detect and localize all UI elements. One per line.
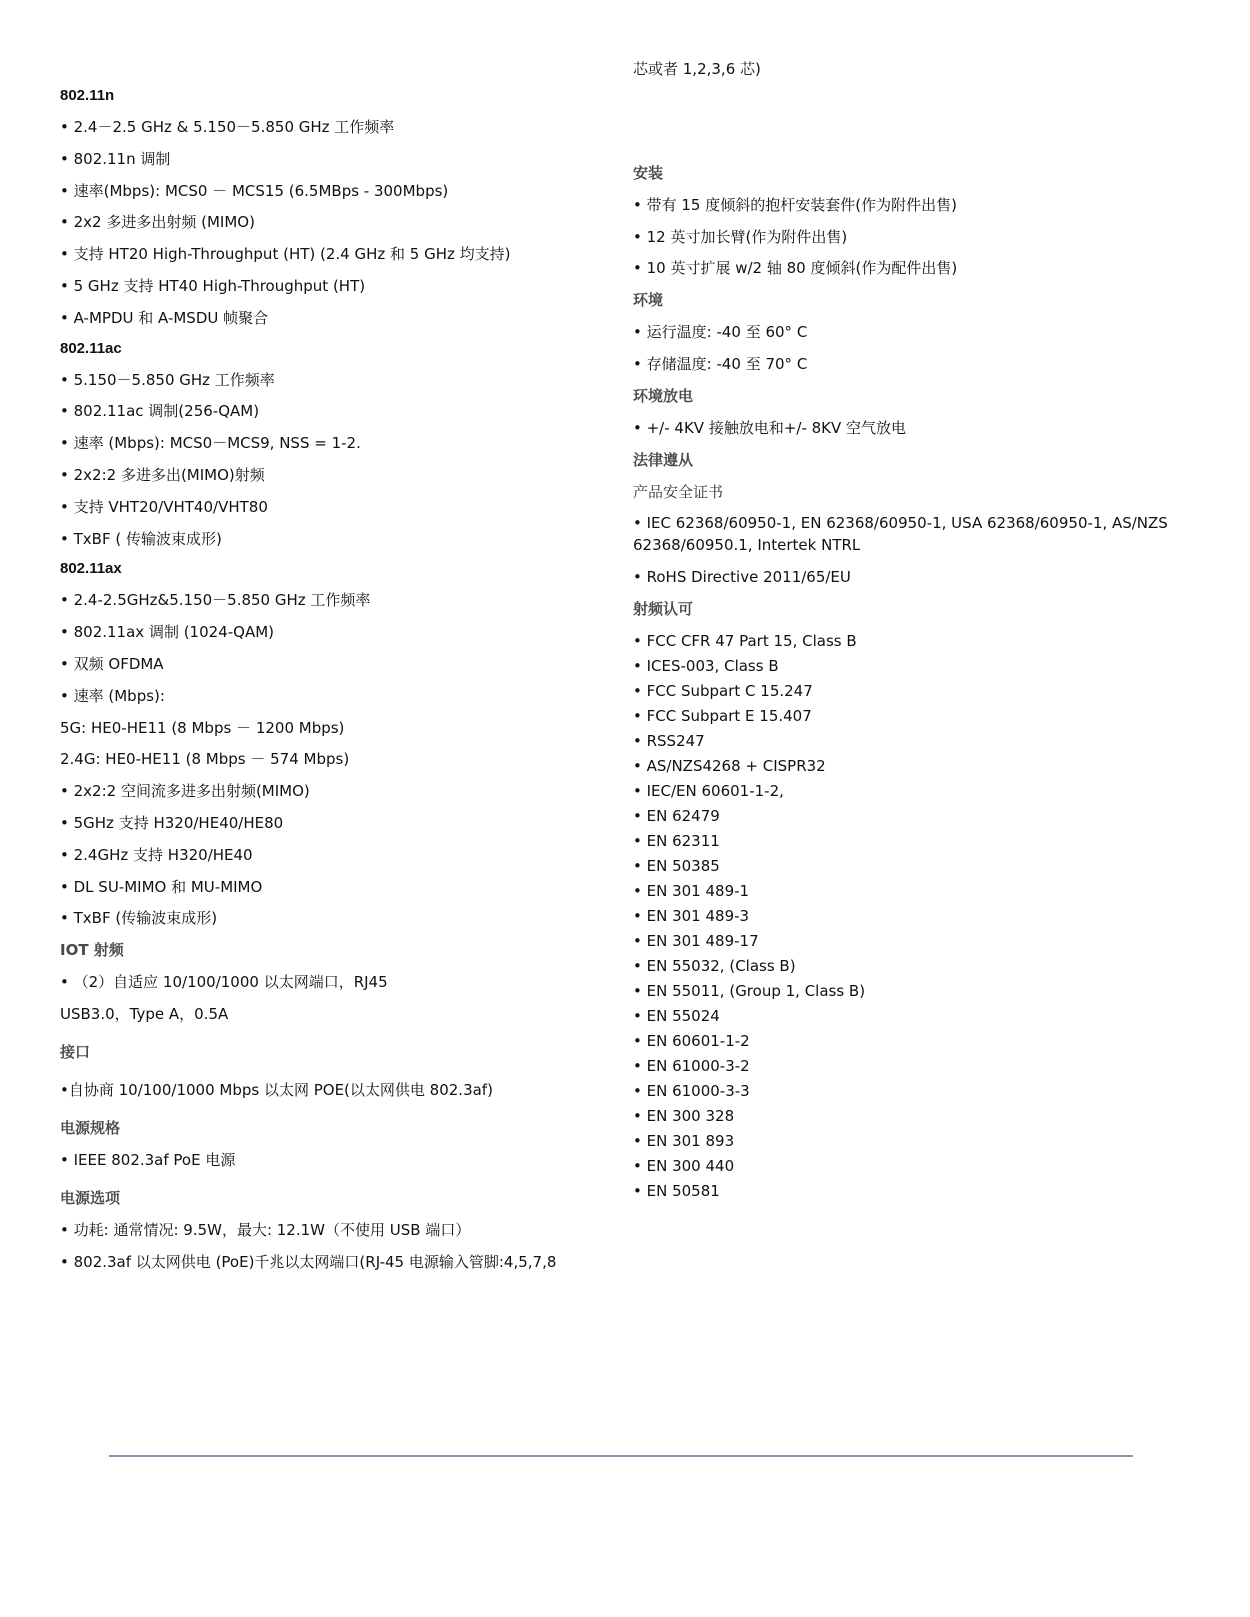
list-item: • IEC 62368/60950-1, EN 62368/60950-1, USA 62368/60950-1, AS/NZS 62368/60950.1, Intertek NTRL — [633, 514, 1168, 555]
list-item: • A-MPDU 和 A-MSDU 帧聚合 — [60, 308, 269, 327]
list-item: • EN 55032, (Class B) — [633, 956, 796, 975]
list-item: • 5 GHz 支持 HT40 High-Throughput (HT) — [60, 276, 366, 295]
list-item: • 2x2 多进多出射频 (MIMO) — [60, 213, 255, 232]
list-item: • 5.150－5.850 GHz 工作频率 — [60, 370, 275, 389]
list-item: • FCC Subpart C 15.247 — [633, 681, 813, 700]
list-item: • 带有 15 度倾斜的抱杆安装套件(作为附件出售) — [633, 195, 957, 214]
list-80211n — [60, 116, 600, 329]
section-heading-esd: 环境放电 — [633, 386, 694, 405]
list-item: • 802.11ac 调制(256-QAM) — [60, 402, 260, 421]
list-item: • IEEE 802.3af PoE 电源 — [60, 1150, 236, 1169]
list-item: • EN 300 440 — [633, 1156, 735, 1175]
list-item: • +/- 4KV 接触放电和+/- 8KV 空气放电 — [633, 418, 907, 437]
list-item: • 存储温度: -40 至 70° C — [633, 354, 808, 373]
list-interface — [60, 1079, 600, 1101]
list-item: • 12 英寸加长臂(作为附件出售) — [633, 227, 848, 246]
list-item: • FCC CFR 47 Part 15, Class B — [633, 631, 857, 650]
list-item: • 10 英寸扩展 w/2 轴 80 度倾斜(作为配件出售) — [633, 259, 958, 278]
list-item: • EN 301 489-17 — [633, 931, 759, 950]
list-install — [633, 194, 1193, 280]
list-item: • 5GHz 支持 H320/HE40/HE80 — [60, 813, 284, 832]
column-spacer — [633, 90, 1193, 162]
list-item: • EN 300 328 — [633, 1106, 735, 1125]
list-item: • 2.4－2.5 GHz & 5.150－5.850 GHz 工作频率 — [60, 118, 395, 136]
section-heading-legal: 法律遵从 — [633, 450, 694, 469]
list-item: • EN 50581 — [633, 1181, 720, 1200]
list-item: • 2.4GHz 支持 H320/HE40 — [60, 845, 253, 864]
list-item: • FCC Subpart E 15.407 — [633, 706, 812, 725]
list-item: • RoHS Directive 2011/65/EU — [633, 568, 851, 587]
list-item: • 2.4-2.5GHz&5.150－5.850 GHz 工作频率 — [60, 591, 371, 610]
list-item: • （2）自适应 10/100/1000 以太网端口，RJ45 — [60, 973, 388, 992]
list-item: • EN 50385 — [633, 856, 720, 875]
list-item: • TxBF (传输波束成形) — [60, 909, 218, 928]
list-item: • ICES-003, Class B — [633, 656, 779, 675]
list-item: • EN 60601-1-2 — [633, 1031, 750, 1050]
list-item: • DL SU-MIMO 和 MU-MIMO — [60, 877, 263, 896]
list-environment — [633, 321, 1193, 375]
list-item: • EN 55011, (Group 1, Class B) — [633, 981, 866, 1000]
list-80211ac — [60, 369, 600, 550]
list-item: • 支持 HT20 High-Throughput (HT) (2.4 GHz 和 5 GHz 均支持) — [60, 245, 511, 264]
list-item: • TxBF ( 传输波束成形) — [60, 529, 222, 548]
list-item: •自协商 10/100/1000 Mbps 以太网 POE(以太网供电 802.3af) — [60, 1080, 493, 1099]
continued-text: 芯或者 1,2,3,6 芯) — [633, 60, 761, 78]
list-esd — [633, 417, 1193, 439]
list-item: • EN 61000-3-3 — [633, 1081, 750, 1100]
list-power-options — [60, 1219, 600, 1273]
list-80211ax — [60, 589, 600, 929]
list-item: USB3.0，Type A，0.5A — [60, 1004, 229, 1023]
left-column — [60, 86, 600, 1283]
list-item: • EN 301 489-3 — [633, 906, 750, 925]
list-item: • 802.11n 调制 — [60, 149, 171, 168]
list-item: • EN 301 489-1 — [633, 881, 750, 900]
list-item: • AS/NZS4268 + CISPR32 — [633, 756, 826, 775]
list-item: • 2x2:2 空间流多进多出射频(MIMO) — [60, 782, 310, 801]
list-item: • 功耗: 通常情况: 9.5W，最大: 12.1W（不使用 USB 端口） — [60, 1220, 471, 1239]
list-item: • 速率(Mbps): MCS0 － MCS15 (6.5MBps - 300Mbps) — [60, 181, 449, 200]
list-item: • 802.3af 以太网供电 (PoE)千兆以太网端口(RJ-45 电源输入管脚:4,5,7,8 — [60, 1252, 557, 1271]
list-item: • EN 301 893 — [633, 1131, 735, 1150]
list-item: • 2x2:2 多进多出(MIMO)射频 — [60, 465, 265, 484]
list-rf — [633, 630, 1193, 1202]
list-item: • EN 62311 — [633, 831, 720, 850]
list-item: • RSS247 — [633, 731, 705, 750]
section-heading-80211ax: 802.11ax — [60, 560, 122, 578]
list-power-spec — [60, 1149, 600, 1171]
subheading-safety: 产品安全证书 — [633, 482, 724, 501]
list-safety — [633, 512, 1193, 588]
section-heading-iot: IOT 射频 — [60, 941, 124, 960]
list-item: • 双频 OFDMA — [60, 654, 164, 673]
section-heading-80211ac: 802.11ac — [60, 339, 122, 357]
list-iot — [60, 971, 600, 1025]
section-heading-interface: 接口 — [60, 1042, 91, 1061]
list-item: • 支持 VHT20/VHT40/VHT80 — [60, 497, 268, 516]
right-column — [633, 58, 1193, 1205]
list-item: • 速率 (Mbps): — [60, 686, 165, 705]
list-item: • EN 55024 — [633, 1006, 720, 1025]
section-heading-power-spec: 电源规格 — [60, 1118, 121, 1137]
list-item: • 802.11ax 调制 (1024-QAM) — [60, 623, 275, 642]
list-item: 5G: HE0-HE11 (8 Mbps － 1200 Mbps) — [60, 718, 345, 737]
list-item: • 速率 (Mbps): MCS0－MCS9, NSS = 1-2. — [60, 434, 361, 453]
footer-divider — [109, 1455, 1133, 1457]
section-heading-80211n: 802.11n — [60, 87, 115, 104]
list-item: • EN 61000-3-2 — [633, 1056, 750, 1075]
list-item: 2.4G: HE0-HE11 (8 Mbps － 574 Mbps) — [60, 750, 350, 769]
section-heading-install: 安装 — [633, 163, 664, 182]
section-heading-power-options: 电源选项 — [60, 1188, 121, 1207]
list-item: • EN 62479 — [633, 806, 720, 825]
list-item: • IEC/EN 60601-1-2, — [633, 781, 784, 800]
section-heading-rf: 射频认可 — [633, 599, 694, 618]
list-item: • 运行温度: -40 至 60° C — [633, 323, 808, 342]
section-heading-environment: 环境 — [633, 291, 664, 310]
